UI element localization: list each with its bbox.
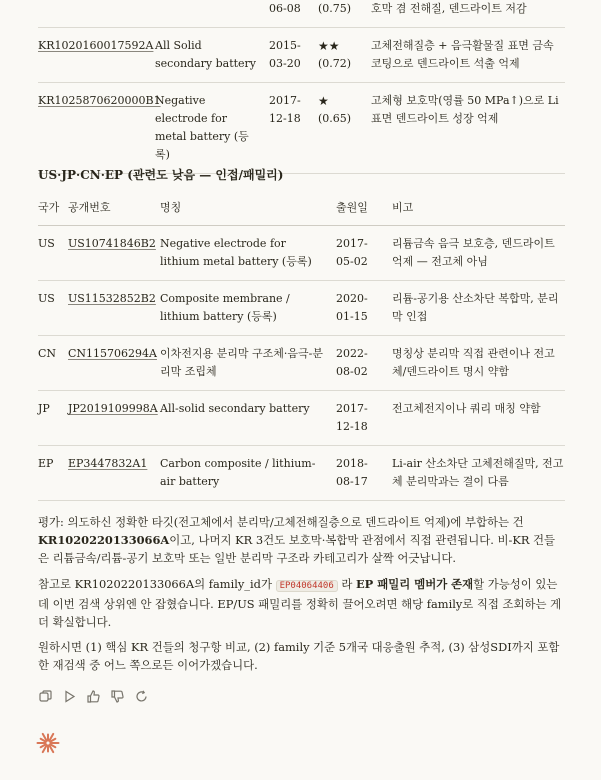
patent-note: 고체전해질층 + 음극활물질 표면 금속 코팅으로 덴드라이트 석출 억제 — [371, 28, 565, 83]
play-icon[interactable] — [62, 689, 76, 703]
cell-note: 리튬금속 음극 보호층, 덴드라이트 억제 — 전고체 아님 — [392, 226, 565, 281]
table-row — [38, 446, 565, 501]
patent-title: All Solid secondary battery — [155, 28, 269, 83]
cell-date: 2022-08-02 — [336, 336, 392, 391]
followup-paragraph: 원하시면 (1) 핵심 KR 건들의 청구항 비교, (2) family 기준 5개국 대응출원 추적, (3) 삼성SDI까지 포함한 재검색 중 어느 쪽으로든 이어가겠습니다. — [38, 640, 560, 672]
relevance-score — [318, 28, 371, 83]
patent-id-link[interactable]: US11532852B2 — [68, 292, 156, 305]
score-value: (0.72) — [318, 57, 352, 70]
cell-pub — [68, 391, 160, 446]
col-title: 명칭 — [160, 199, 336, 226]
key-patent: KR1020220133066A — [38, 533, 170, 547]
cell-pub — [68, 446, 160, 501]
cell-title: Composite membrane / lithium battery (등록) — [160, 281, 336, 336]
filing-date: 2015-03-20 — [269, 28, 318, 83]
cell-date: 2017-05-02 — [336, 226, 392, 281]
cell-date: 2020-01-15 — [336, 281, 392, 336]
patent-id-link[interactable]: CN115706294A — [68, 347, 157, 360]
score-value: (0.75) — [318, 2, 352, 15]
cell-date: 2018-08-17 — [336, 446, 392, 501]
patent-id-link[interactable]: JP2019109998A — [68, 402, 158, 415]
cell-country: JP — [38, 391, 68, 446]
table-row — [38, 83, 565, 174]
cell-country: CN — [38, 336, 68, 391]
table-row — [38, 0, 565, 28]
patent-note: 고체형 보호막(영률 50 MPa↑)으로 Li 표면 덴드라이트 성장 억제 — [371, 83, 565, 174]
cell-pub — [68, 226, 160, 281]
patent-id-link[interactable]: KR1025870620000B1 — [38, 94, 161, 107]
retry-icon[interactable] — [134, 689, 148, 703]
patent-link — [38, 83, 161, 174]
table-row — [38, 28, 565, 83]
cell-date: 2017-12-18 — [336, 391, 392, 446]
filing-date: 06-08 — [269, 0, 318, 28]
col-pub: 공개번호 — [68, 199, 160, 226]
thumbs-down-icon[interactable] — [110, 689, 124, 703]
cell-note: Li-air 산소차단 고체전해질막, 전고체 분리막과는 결이 다름 — [392, 446, 565, 501]
patent-title: Negative electrode for metal battery (등록) — [155, 83, 269, 174]
star-rating: ★★ — [318, 39, 340, 53]
cell-country: EP — [38, 446, 68, 501]
cell-title: Carbon composite / lithium-air battery — [160, 446, 336, 501]
col-note: 비고 — [392, 199, 565, 226]
table-row — [38, 281, 565, 336]
col-country: 국가 — [38, 199, 68, 226]
family-id-code: EP04064406 — [276, 580, 338, 592]
claude-spark-icon — [36, 731, 60, 755]
cell-note: 전고체전지이나 쿼리 매칭 약함 — [392, 391, 565, 446]
filing-date: 2017-12-18 — [269, 83, 318, 174]
intl-results-table — [38, 199, 565, 501]
cell-country: US — [38, 226, 68, 281]
patent-title — [155, 0, 269, 28]
cell-note: 명칭상 분리막 직접 관련이나 전고체/덴드라이트 명시 약함 — [392, 336, 565, 391]
score-value: (0.65) — [318, 112, 352, 125]
relevance-score — [318, 83, 371, 174]
table-row — [38, 226, 565, 281]
cell-pub — [68, 281, 160, 336]
cell-title: All-solid secondary battery — [160, 391, 336, 446]
cell-title: 이차전지용 분리막 구조체·음극-분리막 조립체 — [160, 336, 336, 391]
patent-link — [38, 0, 155, 28]
patent-id-link[interactable]: US10741846B2 — [68, 237, 156, 250]
star-rating: ★ — [318, 94, 329, 108]
copy-icon[interactable] — [38, 689, 52, 703]
section-heading: US·JP·CN·EP (관련도 낮음 — 인접/패밀리) — [38, 168, 284, 182]
family-paragraph: 참고로 KR1020220133066A의 family_id가 EP04064406 라 EP 패밀리 멤버가 존재할 가능성이 있는데 이번 검색 상위엔 안 잡혔습니다. EP/US 패밀리를 정확히 끌어오려면 해당 family로 직접 조회하는 게 더 확실합니다. — [38, 577, 562, 629]
cell-title: Negative electrode for lithium metal battery (등록) — [160, 226, 336, 281]
table-header-row — [38, 199, 565, 226]
patent-id-link[interactable]: KR1020160017592A — [38, 39, 154, 52]
table-row — [38, 391, 565, 446]
cell-note: 리튬-공기용 산소차단 복합막, 분리막 인접 — [392, 281, 565, 336]
table-row — [38, 336, 565, 391]
relevance-score — [318, 0, 371, 28]
kr-results-table — [38, 0, 565, 174]
cell-country: US — [38, 281, 68, 336]
cell-pub — [68, 336, 160, 391]
patent-note: 호막 겸 전해질, 덴드라이트 저감 — [371, 0, 565, 28]
thumbs-up-icon[interactable] — [86, 689, 100, 703]
patent-link — [38, 28, 155, 83]
evaluation-paragraph: 평가: 의도하신 정확한 타깃(전고체에서 분리막/고체전해질층으로 덴드라이트 억제)에 부합하는 건 KR1020220133066A이고, 나머지 KR 3건도 보호막·복합막 관점에서 직접 관련됩니다. 비-KR 건들은 리튬금속/리튬-공기 보호막 또는 일반 분리막 구조라 카테고리가 살짝 어긋납니다. — [38, 515, 556, 565]
col-date: 출원일 — [336, 199, 392, 226]
message-actions — [38, 689, 148, 703]
patent-id-link[interactable]: EP3447832A1 — [68, 457, 148, 470]
